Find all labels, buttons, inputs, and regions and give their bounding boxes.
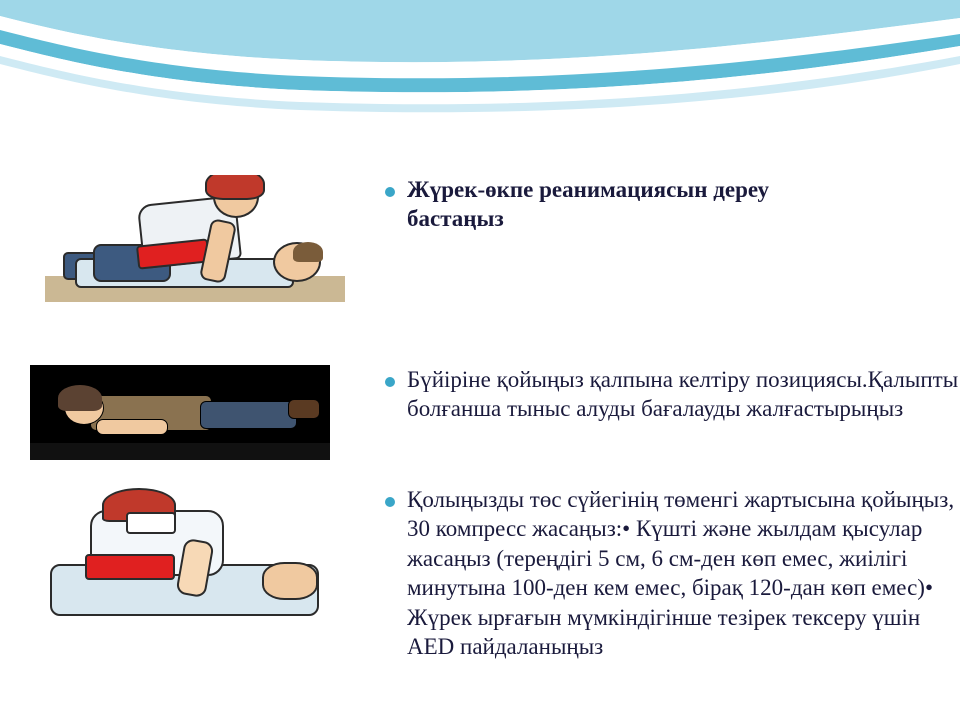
bullet-text-3: Қолыңызды төс сүйегінің төменгі жартысына қойыңыз, 30 компресс жасаңыз:• Күшті және жылдам қысулар жасаңыз (тереңдігі 5 см, 6 см-ден көп емес, жиілігі минутына 100-ден кем емес, бірақ 120-дан көп емес)• Жүрек ырғағын мүмкіндігінше тезірек тексеру үшін AED пайдаланыңыз xyxy=(407,487,955,660)
bullet-text-1: Жүрек-өкпе реанимациясын дереу бастаңыз xyxy=(407,177,770,232)
cpr-chest-compression-illustration xyxy=(45,175,345,310)
bullet-dot-icon xyxy=(385,497,395,507)
bullet-dot-icon xyxy=(385,187,395,197)
header-decoration xyxy=(0,0,960,120)
bullet-dot-icon xyxy=(385,377,395,387)
bullet-item-2 xyxy=(385,365,960,424)
recovery-position-illustration xyxy=(30,365,330,460)
content-row-3 xyxy=(30,485,955,662)
content-row-2 xyxy=(30,365,959,460)
bullet-text-2: Бүйіріне қойыңыз қалпына келтіру позициясы.Қалыпты болғанша тыныс алуды бағалауды жалғастырыңыз xyxy=(407,367,959,422)
bullet-item-3 xyxy=(385,485,960,662)
slide-content xyxy=(0,150,960,710)
content-row-1 xyxy=(45,175,925,310)
hands-on-chest-illustration xyxy=(30,485,330,630)
bullet-item-1 xyxy=(385,175,837,234)
